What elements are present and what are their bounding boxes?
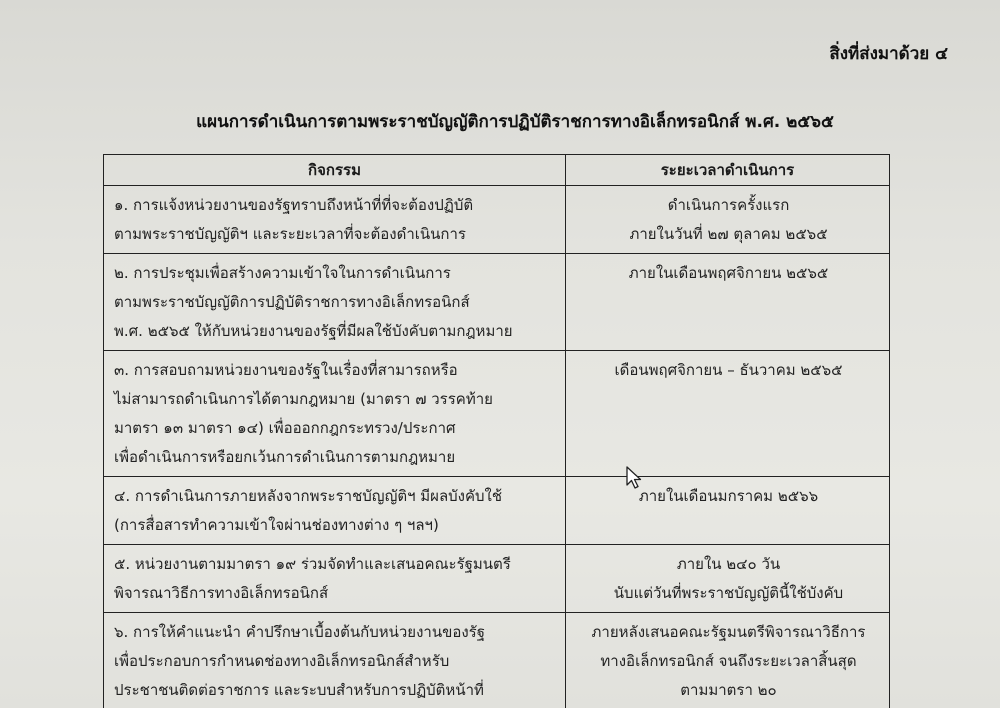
period-line: ดำเนินการครั้งแรก [667, 196, 790, 214]
period-line: ทางอิเล็กทรอนิกส์ จนถึงระยะเวลาสิ้นสุด [600, 652, 857, 670]
activity-line: (การสื่อสารทำความเข้าใจผ่านช่องทางต่าง ๆ ฯลฯ) [114, 516, 439, 534]
table-header-row [104, 155, 890, 186]
period-line: ภายใน ๒๔๐ วัน [676, 555, 781, 573]
activity-line: ๕. หน่วยงานตามมาตรา ๑๙ ร่วมจัดทำและเสนอคณะรัฐมนตรี [114, 555, 511, 573]
table-row [104, 351, 890, 477]
table-row [104, 613, 890, 708]
header-period: ระยะเวลาดำเนินการ [566, 155, 890, 186]
table-row [104, 254, 890, 351]
period-line: ตามมาตรา ๒๐ [680, 681, 777, 699]
activity-line: มาตรา ๑๓ มาตรา ๑๔) เพื่อออกกฎกระทรวง/ประกาศ [114, 419, 456, 437]
activity-line: ๖. การให้คำแนะนำ คำปรึกษาเบื้องต้นกับหน่วยงานของรัฐ [114, 623, 485, 641]
period-cell [566, 545, 890, 613]
period-cell [566, 254, 890, 351]
period-line: ภายหลังเสนอคณะรัฐมนตรีพิจารณาวิธีการ [591, 623, 866, 641]
activity-line: ๑. การแจ้งหน่วยงานของรัฐทราบถึงหน้าที่ที่จะต้องปฏิบัติ [114, 196, 474, 214]
table-row [104, 477, 890, 545]
plan-table [103, 154, 890, 708]
activity-line: ๒. การประชุมเพื่อสร้างความเข้าใจในการดำเนินการ [114, 264, 451, 282]
table-row [104, 186, 890, 254]
period-cell [566, 477, 890, 545]
activity-line: ไม่สามารถดำเนินการได้ตามกฎหมาย (มาตรา ๗ วรรคท้าย [114, 390, 493, 408]
activity-line: เพื่อดำเนินการหรือยกเว้นการดำเนินการตามกฎหมาย [114, 448, 456, 466]
activity-line: พิจารณาวิธีการทางอิเล็กทรอนิกส์ [114, 584, 329, 602]
period-cell [566, 613, 890, 708]
activity-line: ๔. การดำเนินการภายหลังจากพระราชบัญญัติฯ มีผลบังคับใช้ [114, 487, 503, 505]
period-cell [566, 351, 890, 477]
period-line: เดือนพฤศจิกายน – ธันวาคม ๒๕๖๕ [614, 361, 843, 379]
table-row [104, 545, 890, 613]
activity-cell [104, 545, 566, 613]
activity-line: ตามพระราชบัญญัติการปฏิบัติราชการทางอิเล็กทรอนิกส์ [114, 293, 470, 311]
activity-line: พ.ศ. ๒๕๖๕ ให้กับหน่วยงานของรัฐที่มีผลใช้บังคับตามกฎหมาย [114, 322, 513, 340]
activity-cell [104, 477, 566, 545]
attachment-label: สิ่งที่ส่งมาด้วย ๔ [829, 44, 948, 64]
period-cell [566, 186, 890, 254]
document-title: แผนการดำเนินการตามพระราชบัญญัติการปฏิบัติราชการทางอิเล็กทรอนิกส์ พ.ศ. ๒๕๖๕ [196, 112, 834, 132]
period-line: ภายในวันที่ ๒๗ ตุลาคม ๒๕๖๕ [629, 225, 828, 243]
activity-cell [104, 254, 566, 351]
activity-cell [104, 351, 566, 477]
mouse-pointer-icon [626, 466, 644, 490]
period-line: ภายในเดือนมกราคม ๒๕๖๖ [638, 487, 819, 505]
activity-line: ๓. การสอบถามหน่วยงานของรัฐในเรื่องที่สามารถหรือ [114, 361, 458, 379]
activity-cell [104, 186, 566, 254]
activity-line: เพื่อประกอบการกำหนดช่องทางอิเล็กทรอนิกส์สำหรับ [114, 652, 450, 670]
activity-cell [104, 613, 566, 708]
header-activity: กิจกรรม [104, 155, 566, 186]
activity-line: ประชาชนติดต่อราชการ และระบบสำหรับการปฏิบัติหน้าที่ [114, 681, 484, 699]
period-line: นับแต่วันที่พระราชบัญญัตินี้ใช้บังคับ [613, 584, 844, 602]
period-line: ภายในเดือนพฤศจิกายน ๒๕๖๕ [628, 264, 829, 282]
activity-line: ตามพระราชบัญญัติฯ และระยะเวลาที่จะต้องดำเนินการ [114, 225, 466, 243]
